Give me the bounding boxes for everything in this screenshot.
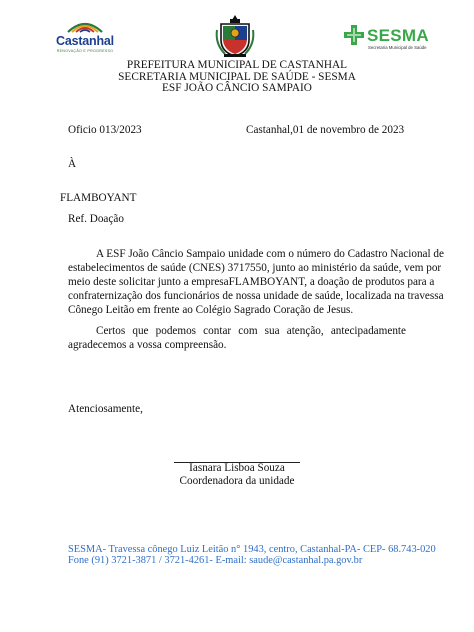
letter-reference: Oficio 013/2023 <box>68 124 142 136</box>
signature-name: Iasnara Lisboa Souza <box>189 462 285 474</box>
footer-contact: Fone (91) 3721-3871 / 3721-4261- E-mail: saude@castanhal.pa.gov.br <box>68 555 363 566</box>
castanhal-emblem-icon <box>64 18 106 34</box>
paragraph-line: confraternização dos funcionários de nossa unidade de saúde, localizada na travessa <box>68 290 444 302</box>
castanhal-logo-text: Castanhal <box>56 34 114 48</box>
letter-body-paragraph-1 <box>68 247 444 317</box>
footer-address: SESMA- Travessa cônego Luiz Leitão n° 1943, centro, Castanhal-PA- CEP- 68.743-020 <box>68 544 436 555</box>
paragraph-line: agradecemos a vossa compreensão. <box>68 339 227 351</box>
paragraph-line: meio deste solicitar junto a empresaFLAMBOYANT, a doação de produtos para a <box>68 276 435 288</box>
letterhead-line-secretaria: SECRETARIA MUNICIPAL DE SAÚDE - SESMA <box>118 70 356 83</box>
paragraph-line: Certos que podemos contar com sua atenção, antecipadamente <box>96 325 406 337</box>
castanhal-logo-tagline: RENOVAÇÃO E PROGRESSO <box>56 49 114 53</box>
signature-role: Coordenadora da unidade <box>179 475 295 487</box>
letter-closing: Atenciosamente, <box>68 403 143 415</box>
letterhead <box>0 60 474 95</box>
letter-recipient: FLAMBOYANT <box>60 192 137 204</box>
castanhal-logo <box>50 18 120 58</box>
letter-date: Castanhal,01 de novembro de 2023 <box>246 124 405 136</box>
paragraph-line: estabelecimentos de saúde (CNES) 3717550, junto ao ministério da saúde, vem por <box>68 262 442 274</box>
sesma-logo-subtitle: Secretaria Municipal de Saúde <box>368 45 427 50</box>
letter-subject: Ref. Doação <box>68 213 124 225</box>
paragraph-line: A ESF João Câncio Sampaio unidade com o número do Cadastro Nacional de <box>96 248 444 260</box>
letter-salutation: À <box>68 158 77 170</box>
sesma-logo <box>344 24 444 54</box>
letterhead-line-esf: ESF JOÃO CÂNCIO SAMPAIO <box>162 82 312 94</box>
sesma-logo-text: SESMA <box>367 26 429 45</box>
municipal-crest-icon <box>215 14 255 58</box>
letter-body-paragraph-2 <box>68 324 406 352</box>
letterhead-line-prefeitura: PREFEITURA MUNICIPAL DE CASTANHAL <box>126 59 348 71</box>
paragraph-line: Cônego Leitão em frente ao Colégio Sagrado Coração de Jesus. <box>68 304 354 316</box>
health-cross-icon <box>344 25 364 45</box>
